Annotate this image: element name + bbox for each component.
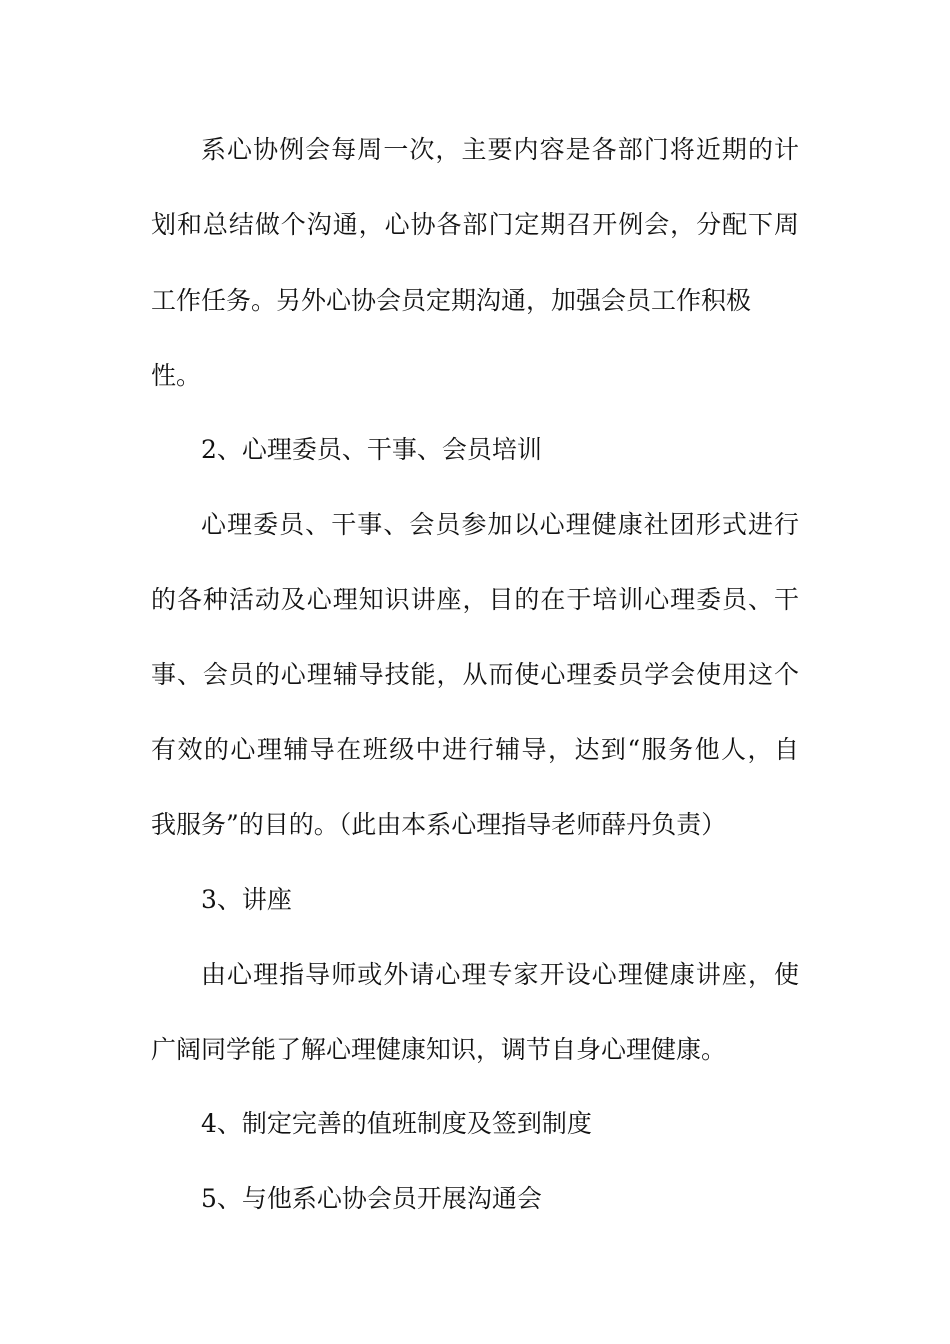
paragraph-line: 我服务”的目的。（此由本系心理指导老师薛丹负责） [151,810,727,839]
section-heading: 3、讲座 [201,885,292,914]
section-heading: 2、心理委员、干事、会员培训 [201,435,542,464]
paragraph-line: 性。 [151,361,202,390]
paragraph-line: 划和总结做个沟通，心协各部门定期召开例会，分配下周 [151,210,799,239]
paragraph-line: 工作任务。另外心协会员定期沟通，加强会员工作积极 [151,286,752,315]
paragraph-line: 事、会员的心理辅导技能，从而使心理委员学会使用这个 [151,660,799,689]
paragraph-line: 的各种活动及心理知识讲座，目的在于培训心理委员、干 [151,585,799,614]
section-heading: 5、与他系心协会员开展沟通会 [201,1184,542,1213]
paragraph-line: 由心理指导师或外请心理专家开设心理健康讲座，使 [201,960,799,989]
section-heading: 4、制定完善的值班制度及签到制度 [201,1109,592,1138]
paragraph-line: 心理委员、干事、会员参加以心理健康社团形式进行 [201,510,799,539]
paragraph-line: 系心协例会每周一次，主要内容是各部门将近期的计 [201,135,799,164]
paragraph-line: 广阔同学能了解心理健康知识，调节自身心理健康。 [151,1035,727,1064]
paragraph-line: 有效的心理辅导在班级中进行辅导，达到“服务他人，自 [151,735,799,764]
